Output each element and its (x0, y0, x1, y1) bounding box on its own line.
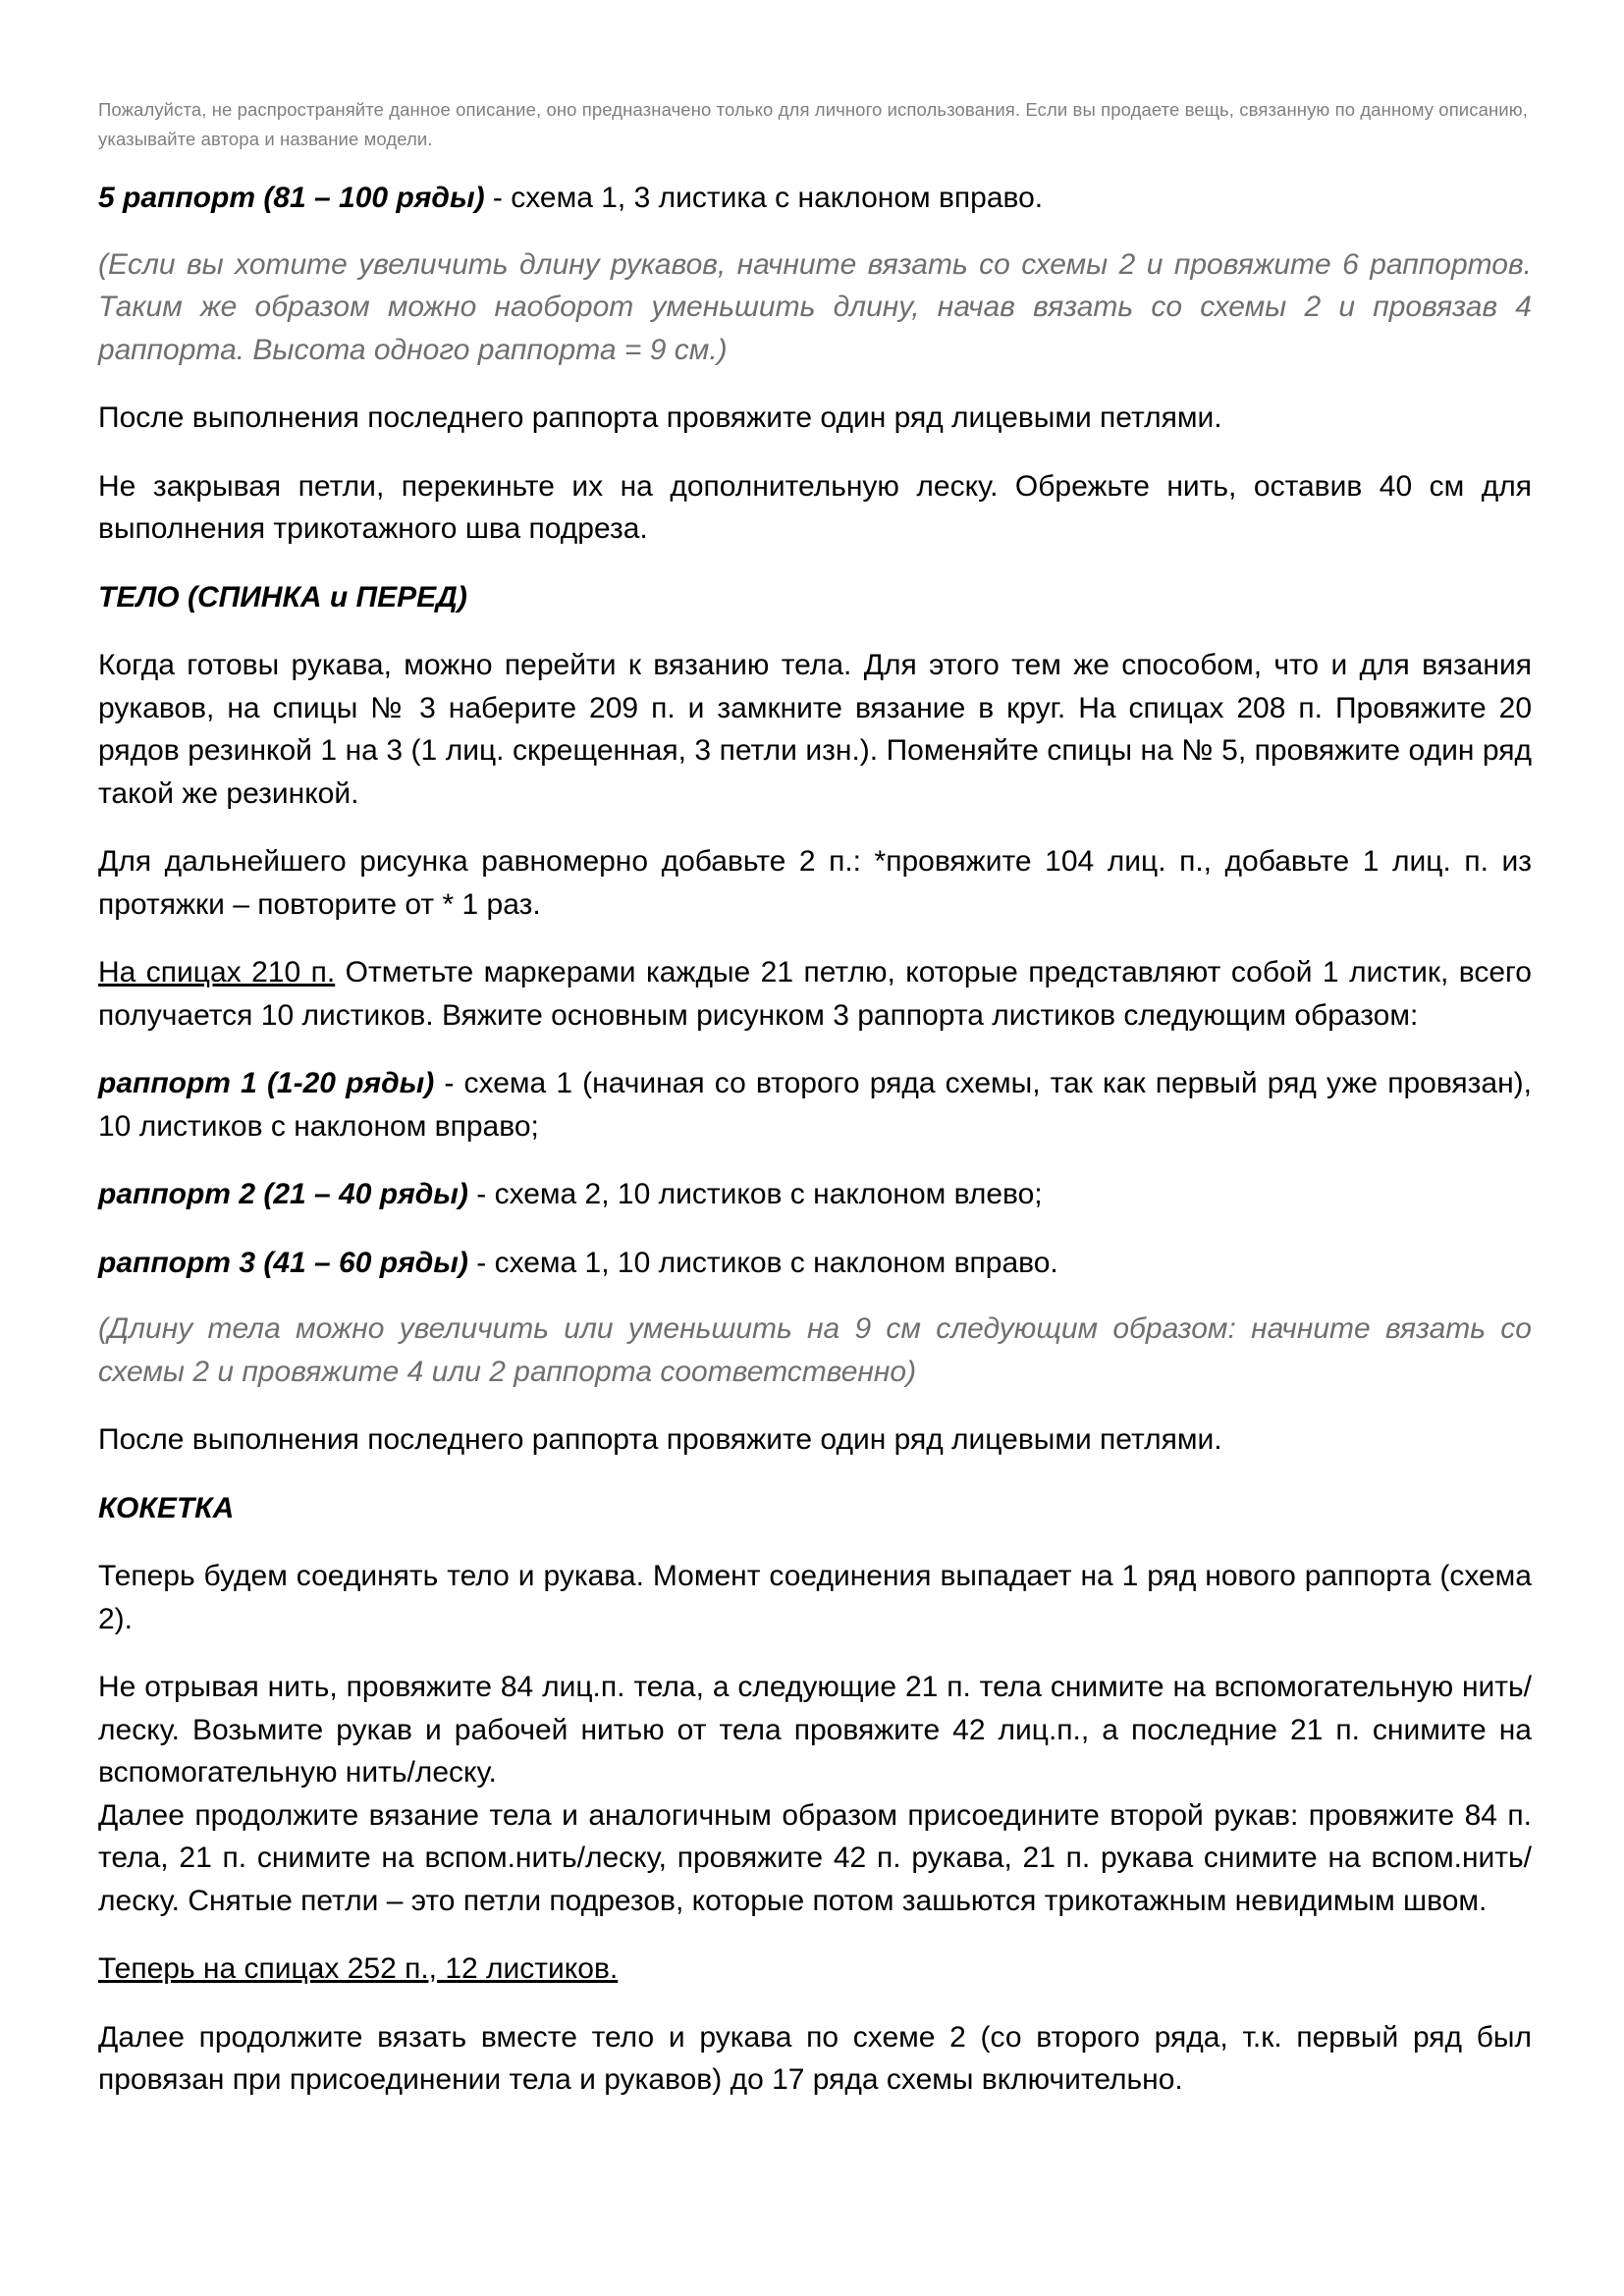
paragraph-increase: Для дальнейшего рисунка равномерно добавьте 2 п.: *провяжите 104 лиц. п., добавьте 1 лиц. п. из протяжки – повторите от * 1 раз. (98, 845, 1532, 921)
paragraph-first-sleeve: Не отрывая нить, провяжите 84 лиц.п. тела, а следующие 21 п. тела снимите на вспомогательную нить/леску. Возьмите рукав и рабочей нитью от тела провяжите 42 лиц.п., а последние 21 п. снимите на вспомогательную нить/леску. (98, 1671, 1532, 1789)
body-length-note: (Длину тела можно увеличить или уменьшить на 9 см следующим образом: начните вязать со схемы 2 и провяжите 4 или 2 раппорта соответственно) (98, 1312, 1532, 1388)
repeat-1-label: раппорт 1 (1-20 ряды) (98, 1067, 435, 1099)
repeat-3-label: раппорт 3 (41 – 60 ряды) (98, 1246, 468, 1279)
heading-body: ТЕЛО (СПИНКА и ПЕРЕД) (98, 580, 467, 614)
paragraph-repeat-3 (98, 1242, 1532, 1285)
repeat-5-text: - схема 1, 3 листика с наклоном вправо. (484, 182, 1044, 214)
paragraph-repeat-1 (98, 1062, 1532, 1148)
paragraph-transfer-stitches: Не закрывая петли, перекиньте их на дополнительную леску. Обрежьте нить, оставив 40 см для выполнения трикотажного шва подреза. (98, 469, 1532, 545)
repeat-2-text: - схема 2, 10 листиков с наклоном влево; (467, 1178, 1043, 1210)
stitch-count-252: Теперь на спицах 252 п., 12 листиков. (98, 1952, 619, 1985)
paragraph-second-sleeve: Далее продолжите вязание тела и аналогичным образом присоедините второй рукав: провяжите 84 п. тела, 21 п. снимите на вспом.нить/леску, провяжите 42 п. рукава, 21 п. рукава снимите на вспом.нить/леску. Снятые петли – это петли подрезов, которые потом зашьются трикотажным невидимым швом. (98, 1798, 1532, 1917)
stitch-count-210: На спицах 210 п. (98, 956, 336, 988)
paragraph-markers (98, 951, 1532, 1037)
repeat-2-label: раппорт 2 (21 – 40 ряды) (98, 1178, 468, 1210)
paragraph-repeat-5 (98, 177, 1532, 220)
paragraph-continue-yoke: Далее продолжите вязать вместе тело и рукава по схеме 2 (со второго ряда, т.к. первый ряд был провязан при присоединении тела и рукавов) до 17 ряда схемы включительно. (98, 2020, 1532, 2096)
repeat-3-text: - схема 1, 10 листиков с наклоном вправо. (467, 1246, 1058, 1279)
paragraph-repeat-2 (98, 1173, 1532, 1216)
document-body (98, 177, 1532, 2102)
paragraph-body-cast-on: Когда готовы рукава, можно перейти к вязанию тела. Для этого тем же способом, что и для вязания рукавов, на спицы № 3 наберите 209 п. и замкните вязание в круг. На спицах 208 п. Провяжите 20 рядов резинкой 1 на 3 (1 лиц. скрещенная, 3 петли изн.). Поменяйте спицы на № 5, провяжите один ряд такой же резинкой. (98, 649, 1532, 810)
repeat-5-label: 5 раппорт (81 – 100 ряды) (98, 182, 485, 214)
paragraph-last-row: После выполнения последнего раппорта провяжите один ряд лицевыми петлями. (98, 401, 1222, 434)
heading-yoke: КОКЕТКА (98, 1491, 235, 1524)
copyright-notice: Пожалуйста, не распространяйте данное описание, оно предназначено только для личного использования. Если вы продаете вещь, связанную по данному описанию, указывайте автора и название модели. (98, 99, 1528, 149)
paragraph-joining: Теперь будем соединять тело и рукава. Момент соединения выпадает на 1 ряд нового раппорта (схема 2). (98, 1560, 1532, 1635)
markers-text: Отметьте маркерами каждые 21 петлю, которые представляют собой 1 листик, всего получается 10 листиков. Вяжите основным рисунком 3 раппорта листиков следующим образом: (98, 956, 1532, 1032)
sleeve-length-note: (Если вы хотите увеличить длину рукавов, начните вязать со схемы 2 и провяжите 6 раппортов. Таким же образом можно наоборот уменьшить длину, начав вязать со схемы 2 и провязав 4 раппорта. Высота одного раппорта = 9 см.) (98, 247, 1532, 366)
paragraph-last-row-body: После выполнения последнего раппорта провяжите один ряд лицевыми петлями. (98, 1423, 1222, 1456)
repeat-1-text: - схема 1 (начиная со второго ряда схемы, так как первый ряд уже провязан), 10 листиков с наклоном вправо; (98, 1067, 1532, 1143)
